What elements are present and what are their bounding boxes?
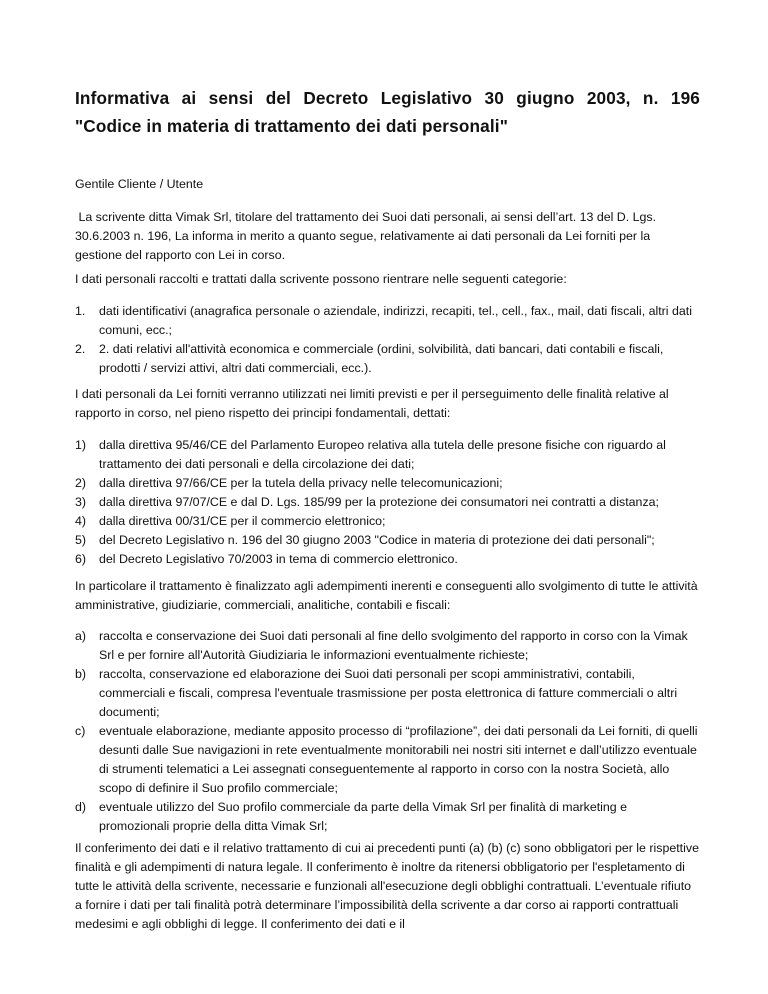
intro-paragraph: La scrivente ditta Vimak Srl, titolare del trattamento dei Suoi dati personali, ai sensi dell’art. 13 del D. Lgs. 30.6.2003 n. 196, La informa in merito a quanto segue, relativamente ai dati personali da Lei forniti per la gestione del rapporto con Lei in corso. xyxy=(75,210,660,262)
list-item-text: dalla direttiva 95/46/CE del Parlamento Europeo relativa alla tutela delle presone fisiche con riguardo al trattamento dei dati personali e della circolazione dei dati; xyxy=(99,438,666,471)
list-marker: 4) xyxy=(75,514,87,528)
list-item-text: del Decreto Legislativo n. 196 del 30 giugno 2003 "Codice in materia di protezione dei dati personali"; xyxy=(99,533,655,547)
list-marker: 5) xyxy=(75,533,87,547)
title-line-1: Informativa ai sensi del Decreto Legislativo 30 giugno 2003, n. 196 xyxy=(75,88,700,108)
list-item xyxy=(75,665,700,722)
purposes-intro: In particolare il trattamento è finalizzato agli adempimenti inerenti e conseguenti allo svolgimento di tutte le attività amministrative, giudiziarie, commerciali, analitiche, contabili e fiscali: xyxy=(75,579,698,612)
list-item-text: del Decreto Legislativo 70/2003 in tema di commercio elettronico. xyxy=(99,552,458,566)
list-item xyxy=(75,436,700,474)
list-marker: c) xyxy=(75,724,86,738)
list-marker: b) xyxy=(75,667,87,681)
list-item-text: 2. dati relativi all'attività economica e commerciale (ordini, solvibilità, dati bancari, dati contabili e fiscali, prodotti / servizi attivi, altri dati commerciali, ecc.). xyxy=(99,342,664,375)
list-marker: 1) xyxy=(75,438,87,452)
list-item xyxy=(75,798,700,836)
directives-list xyxy=(75,436,700,569)
list-item xyxy=(75,302,700,340)
greeting: Gentile Cliente / Utente xyxy=(75,177,204,191)
list-item-text: eventuale elaborazione, mediante apposito processo di “profilazione”, dei dati personali da Lei forniti, di quelli desunti dalle Sue navigazioni in rete eventualmente monitorabili nei nostri siti internet e dall’utilizzo eventuale di strumenti telematici a Lei assegnati conseguentemente al rapporto in corso con la nostra Società, allo scopo di definire il Suo profilo commerciale; xyxy=(99,724,698,795)
usage-intro: I dati personali da Lei forniti verranno utilizzati nei limiti previsti e per il perseguimento delle finalità relative al rapporto in corso, nel pieno rispetto dei principi fondamentali, dettati: xyxy=(75,387,669,420)
list-item xyxy=(75,340,700,378)
list-marker: 6) xyxy=(75,552,87,566)
list-marker: d) xyxy=(75,800,87,814)
list-item xyxy=(75,531,700,550)
list-marker: 1. xyxy=(75,304,86,318)
list-item xyxy=(75,722,700,798)
list-item xyxy=(75,512,700,531)
conferment-paragraph: Il conferimento dei dati e il relativo trattamento di cui ai precedenti punti (a) (b) (c) sono obbligatori per le rispettive finalità e gli adempimenti di natura legale. Il conferimento è inoltre da ritenersi obbligatorio per l'espletamento di tutte le attività della scrivente, necessarie e funzionali all'esecuzione degli obblighi contrattuali. L’eventuale rifiuto a fornire i dati per tali finalità potrà determinare l’impossibilità della scrivente a dar corso ai rapporti contrattuali medesimi e agli obblighi di legge. Il conferimento dei dati e il xyxy=(75,841,699,931)
list-marker: 3) xyxy=(75,495,87,509)
list-item-text: raccolta e conservazione dei Suoi dati personali al fine dello svolgimento del rapporto in corso con la Vimak Srl e per fornire all'Autorità Giudiziaria le informazioni eventualmente richieste; xyxy=(99,629,688,662)
list-item-text: dalla direttiva 00/31/CE per il commercio elettronico; xyxy=(99,514,386,528)
list-item-text: dalla direttiva 97/66/CE per la tutela della privacy nelle telecomunicazioni; xyxy=(99,476,503,490)
list-marker: 2. xyxy=(75,342,86,356)
list-item-text: dalla direttiva 97/07/CE e dal D. Lgs. 185/99 per la protezione dei consumatori nei contratti a distanza; xyxy=(99,495,659,509)
list-item xyxy=(75,474,700,493)
document-title xyxy=(75,84,700,140)
list-item xyxy=(75,493,700,512)
categories-intro: I dati personali raccolti e trattati dalla scrivente possono rientrare nelle seguenti categorie: xyxy=(75,272,567,286)
list-item-text: raccolta, conservazione ed elaborazione dei Suoi dati personali per scopi amministrativi, contabili, commerciali e fiscali, compresa l'eventuale trasmissione per posta elettronica di fatture commerciali o altri documenti; xyxy=(99,667,678,719)
list-marker: a) xyxy=(75,629,87,643)
categories-list xyxy=(75,302,700,378)
list-item xyxy=(75,627,700,665)
list-item-text: dati identificativi (anagrafica personale o aziendale, indirizzi, recapiti, tel., cell., fax., mail, dati fiscali, altri dati comuni, ecc.; xyxy=(99,304,692,337)
list-item-text: eventuale utilizzo del Suo profilo commerciale da parte della Vimak Srl per finalità di marketing e promozionali proprie della ditta Vimak Srl; xyxy=(99,800,628,833)
purposes-list xyxy=(75,627,700,836)
list-marker: 2) xyxy=(75,476,87,490)
title-line-2: "Codice in materia di trattamento dei dati personali" xyxy=(75,116,509,136)
list-item xyxy=(75,550,700,569)
